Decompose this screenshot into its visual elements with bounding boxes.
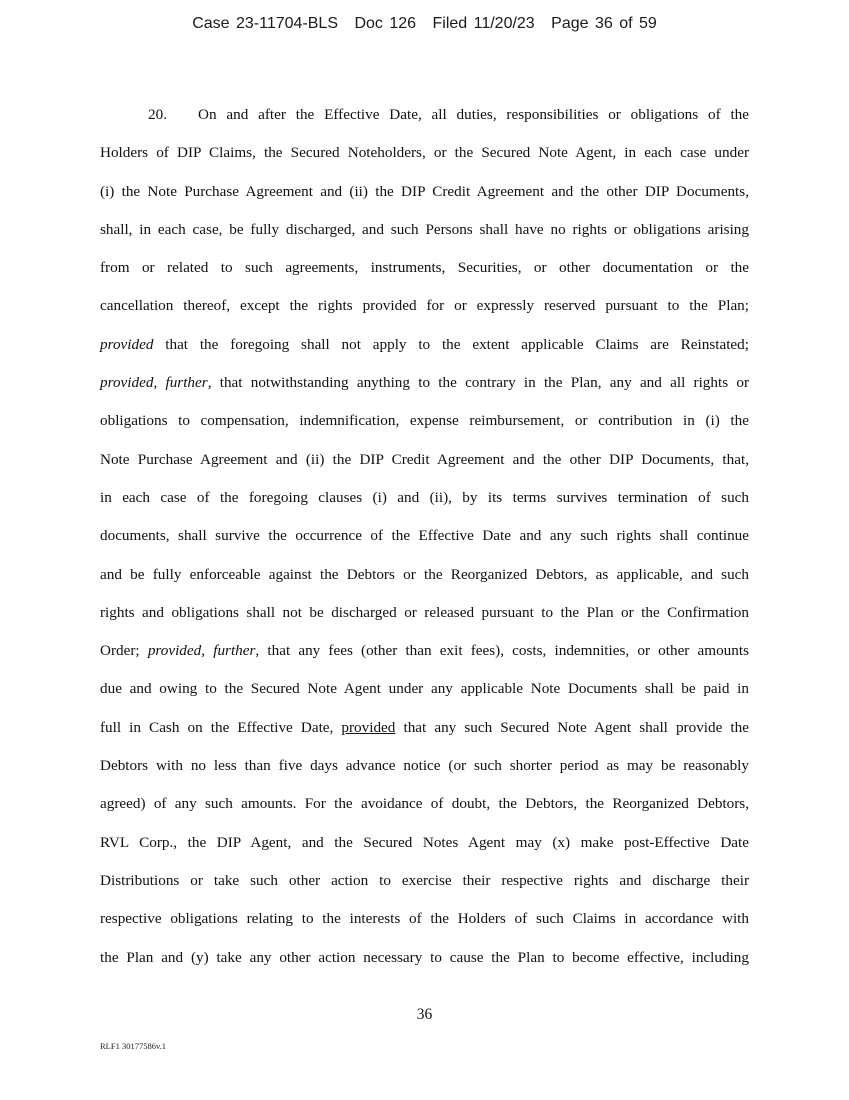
text-line: provided that the foregoing shall not apply to the extent applicable Claims are Reinstated; xyxy=(100,335,749,353)
italic-term: provided xyxy=(100,335,154,353)
text-line: obligations to compensation, indemnification, expense reimbursement, or contribution in (i) the xyxy=(100,412,749,430)
doc-number: Doc 126 xyxy=(354,15,417,32)
text-line: rights and obligations shall not be discharged or released pursuant to the Plan or the Confirmation xyxy=(100,603,749,621)
text-line: in each case of the foregoing clauses (i) and (ii), by its terms survives termination of such xyxy=(100,488,749,506)
text-line: full in Cash on the Effective Date, provided that any such Secured Note Agent shall provide the xyxy=(100,718,749,736)
paragraph-number: 20. xyxy=(148,106,167,123)
text-line: Debtors with no less than five days advance notice (or such shorter period as may be reasonably xyxy=(100,757,749,775)
text-line: 20. On and after the Effective Date, all duties, responsibilities or obligations of the xyxy=(100,96,749,134)
text-line: Order; provided, further, that any fees (other than exit fees), costs, indemnities, or other amounts xyxy=(100,642,749,660)
italic-term: provided xyxy=(100,374,154,392)
text-line: due and owing to the Secured Note Agent under any applicable Note Documents shall be paid in xyxy=(100,680,749,698)
text-line: and be fully enforceable against the Debtors or the Reorganized Debtors, as applicable, and such xyxy=(100,565,749,583)
italic-term: provided xyxy=(147,642,202,660)
text-line: shall, in each case, be fully discharged, and such Persons shall have no rights or obligations arising xyxy=(100,220,749,238)
text-line: RVL Corp., the DIP Agent, and the Secured Notes Agent may (x) make post-Effective Date xyxy=(100,833,749,851)
text-line: from or related to such agreements, instruments, Securities, or other documentation or the xyxy=(100,259,749,277)
text-line: cancellation thereof, except the rights provided for or expressly reserved pursuant to the Plan; xyxy=(100,297,749,315)
case-number: Case 23-11704-BLS xyxy=(192,15,338,32)
text-line: Note Purchase Agreement and (ii) the DIP Credit Agreement and the other DIP Documents, that, xyxy=(100,450,749,468)
italic-term: further xyxy=(165,374,208,392)
text-line: documents, shall survive the occurrence of the Effective Date and any such rights shall continue xyxy=(100,527,749,545)
text-line: provided, further, that notwithstanding anything to the contrary in the Plan, any and all rights or xyxy=(100,374,750,392)
case-header xyxy=(0,15,849,33)
text-line: Distributions or take such other action to exercise their respective rights and discharge their xyxy=(100,871,749,889)
text-line: the Plan and (y) take any other action necessary to cause the Plan to become effective, including xyxy=(100,948,749,966)
text-line: agreed) of any such amounts. For the avoidance of doubt, the Debtors, the Reorganized Debtors, xyxy=(100,795,749,813)
filed-date: Filed 11/20/23 xyxy=(432,15,535,32)
underlined-term: provided xyxy=(341,718,396,736)
italic-term: further xyxy=(213,642,256,660)
text-line: (i) the Note Purchase Agreement and (ii) the DIP Credit Agreement and the other DIP Documents, xyxy=(100,182,749,200)
page-number: 36 xyxy=(416,1006,433,1023)
text-line: respective obligations relating to the interests of the Holders of such Claims in accordance with xyxy=(100,910,749,928)
text-line: Holders of DIP Claims, the Secured Noteholders, or the Secured Note Agent, in each case under xyxy=(100,144,749,162)
paragraph-20 xyxy=(100,96,749,977)
document-id: RLF1 30177586v.1 xyxy=(100,1041,167,1051)
page-of-total: Page 36 of 59 xyxy=(551,15,657,32)
